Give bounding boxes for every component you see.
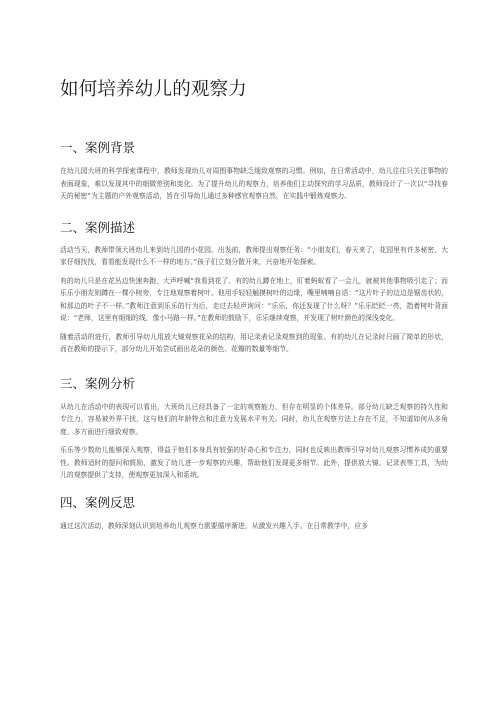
section-paragraph: 活动当天，教师带领大班幼儿来到幼儿园的小花园。出发前，教师提出观察任务：“小朋友们，春天来了，花园里有许多秘密，大家仔细找找，看看能发现什么不一样的地方。”孩子们立刻分散开来，兴奋地开始探索。	[60, 245, 448, 266]
section-heading-description: 二、案例描述	[60, 219, 136, 235]
section-heading-background: 一、案例背景	[60, 140, 136, 155]
section-paragraph: 通过这次活动，教师深刻认识到培养幼儿观察力需要循序渐进，从激发兴趣入手。在日常教学中，应多	[60, 521, 369, 530]
section-paragraph: 随着活动的进行，教师引导幼儿用放大镜观察花朵的结构，用记录表记录观察到的现象。有的幼儿在记录时只画了简单的形状，而在教师的提示下，部分幼儿开始尝试画出花朵的颜色、花瓣的数量等细节。	[60, 332, 448, 353]
section-paragraph: 在幼儿园大班的科学探索课程中，教师发现幼儿对周围事物缺乏细致观察的习惯。例如，在日常活动中，幼儿往往只关注事物的表面现象，难以发现其中的细微差别和变化。为了提升幼儿的观察力，培养他们主动探究的学习品质，教师设计了一次以“寻找春天的秘密”为主题的户外观察活动，旨在引导幼儿通过多种感官观察自然，在实践中锻炼观察力。	[60, 167, 448, 200]
section-heading-analysis: 三、案例分析	[60, 375, 136, 391]
document-title: 如何培养幼儿的观察力	[60, 79, 248, 100]
section-heading-reflection: 四、案例反思	[60, 494, 136, 510]
section-paragraph: 从幼儿在活动中的表现可以看出，大班幼儿已经具备了一定的观察能力，但存在明显的个体差异。部分幼儿缺乏观察的持久性和专注力，容易被外界干扰，这与他们的年龄特点和注意力发展水平有关。同时，幼儿在观察方法上存在不足，不知道如何从多角度、多方面进行细致观察。	[60, 402, 448, 436]
section-paragraph: 乐乐等少数幼儿能够深入观察，得益于他们本身具有较强的好奇心和专注力，同时也反映出教师引导对幼儿观察习惯养成的重要性。教师适时的提问和鼓励，激发了幼儿进一步观察的兴趣，帮助他们发现更多细节。此外，提供放大镜、记录表等工具，为幼儿的观察提供了支持，使观察更加深入和系统。	[60, 446, 448, 479]
section-paragraph: 有的幼儿只是在花丛边快速奔跑，大声呼喊“我看到花了、有的幼儿蹲在地上，盯着蚂蚁看了一会儿，就被其他事物吸引走了；而乐乐小朋友则蹲在一棵小树旁，专注地观察着树叶。他用手轻轻触摸树叶的边缘，嘴里喃喃自语：“这片叶子的边边是锯齿状的，和那边的叶子不一样。”教师注意到乐乐的行为后，走过去轻声询问：“乐乐，你还发现了什么呀？”乐乐眨眨一亮，指着树叶背面说：“老师，这里有细细的线，像小马路一样。”在教师的鼓励下，乐乐继续观察，并发现了树叶颜色的深浅变化。	[60, 276, 448, 322]
